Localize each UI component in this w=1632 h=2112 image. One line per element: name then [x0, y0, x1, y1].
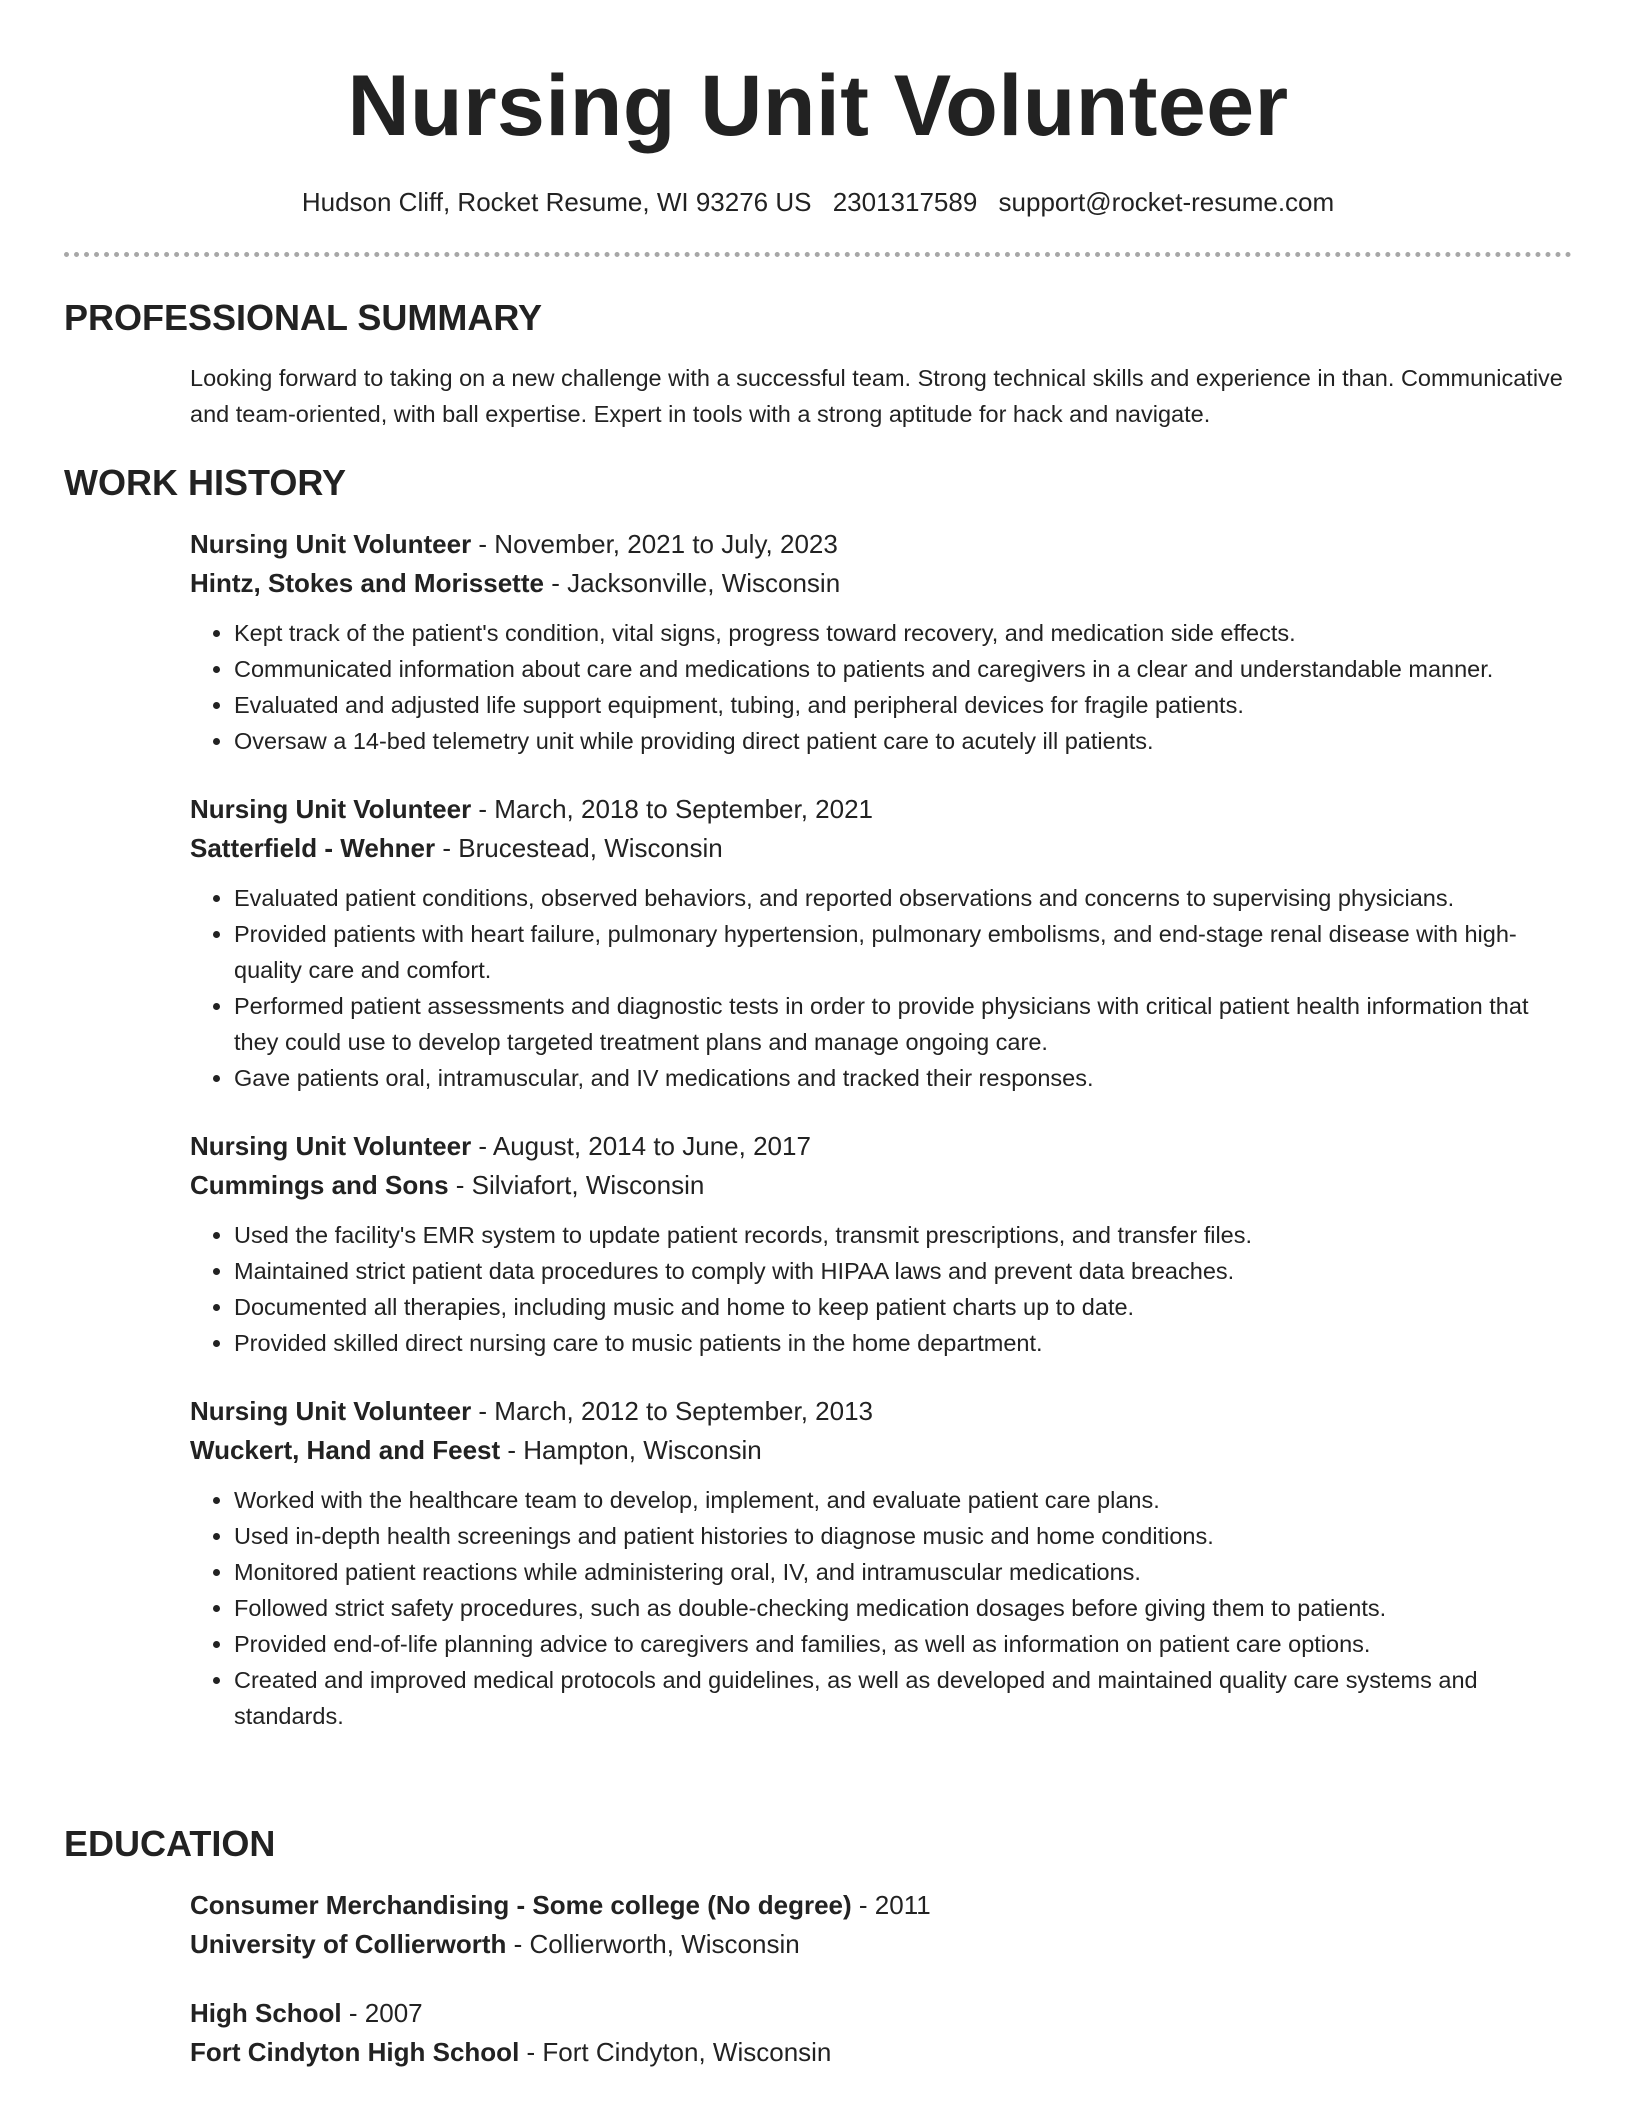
education-entry	[190, 1886, 1572, 1964]
job-title-line	[190, 1127, 1572, 1166]
duty-item: • Oversaw a 14-bed telemetry unit while providing direct patient care to acutely ill patients.	[234, 723, 1572, 759]
job-role: Nursing Unit Volunteer	[190, 1396, 472, 1426]
education-degree-line	[190, 1994, 1572, 2033]
job-location: - Jacksonville, Wisconsin	[543, 568, 841, 598]
job-company: Cummings and Sons	[190, 1170, 449, 1200]
job-duties	[190, 1482, 1572, 1734]
job-dates: - March, 2018 to September, 2021	[471, 794, 873, 824]
contact-line	[64, 184, 1572, 220]
duty-item: • Evaluated and adjusted life support equipment, tubing, and peripheral devices for fragile patients.	[234, 687, 1572, 723]
job-title-line	[190, 790, 1572, 829]
summary-section	[64, 296, 1572, 432]
education-school-line	[190, 2033, 1572, 2072]
education-section	[64, 1822, 1572, 2102]
duty-item: • Evaluated patient conditions, observed behaviors, and reported observations and concerns to supervising physicians.	[234, 880, 1572, 916]
job-company-line	[190, 829, 1572, 868]
education-year: - 2007	[341, 1998, 423, 2028]
education-degree-line	[190, 1886, 1572, 1925]
education-entry	[190, 1994, 1572, 2072]
work-heading: WORK HISTORY	[64, 462, 347, 503]
duty-item: • Maintained strict patient data procedures to comply with HIPAA laws and prevent data breaches.	[234, 1253, 1572, 1289]
header-divider	[64, 252, 1572, 257]
job-entry	[190, 790, 1572, 1096]
job-dates: - March, 2012 to September, 2013	[471, 1396, 873, 1426]
duty-item: • Provided patients with heart failure, pulmonary hypertension, pulmonary embolisms, and end-stage renal disease with high-quality care and comfort.	[234, 916, 1572, 988]
job-dates: - August, 2014 to June, 2017	[471, 1131, 811, 1161]
job-company-line	[190, 564, 1572, 603]
job-location: - Silviafort, Wisconsin	[448, 1170, 705, 1200]
job-company: Wuckert, Hand and Feest	[190, 1435, 501, 1465]
job-location: - Brucestead, Wisconsin	[435, 833, 723, 863]
job-duties	[190, 1217, 1572, 1361]
job-company: Hintz, Stokes and Morissette	[190, 568, 544, 598]
job-role: Nursing Unit Volunteer	[190, 1131, 472, 1161]
education-school: Fort Cindyton High School	[190, 2037, 520, 2067]
job-title-line	[190, 525, 1572, 564]
duty-item: • Gave patients oral, intramuscular, and IV medications and tracked their responses.	[234, 1060, 1572, 1096]
jobs-list	[190, 525, 1572, 1734]
resume-page	[64, 0, 1572, 2067]
education-degree: High School	[190, 1998, 342, 2028]
job-duties	[190, 615, 1572, 759]
education-year: - 2011	[851, 1890, 931, 1920]
duty-item: • Used in-depth health screenings and patient histories to diagnose music and home conditions.	[234, 1518, 1572, 1554]
duty-item: • Performed patient assessments and diagnostic tests in order to provide physicians with critical patient health information that they could use to develop targeted treatment plans and manage ongoing care.	[234, 988, 1572, 1060]
job-role: Nursing Unit Volunteer	[190, 794, 472, 824]
job-company-line	[190, 1431, 1572, 1470]
job-entry	[190, 1392, 1572, 1734]
summary-heading: PROFESSIONAL SUMMARY	[64, 297, 543, 338]
education-heading: EDUCATION	[64, 1823, 276, 1864]
duty-item: • Communicated information about care and medications to patients and caregivers in a clear and understandable manner.	[234, 651, 1572, 687]
education-list	[190, 1886, 1572, 2072]
duty-item: • Kept track of the patient's condition, vital signs, progress toward recovery, and medication side effects.	[234, 615, 1572, 651]
job-role: Nursing Unit Volunteer	[190, 529, 472, 559]
job-entry	[190, 525, 1572, 759]
duty-item: • Documented all therapies, including music and home to keep patient charts up to date.	[234, 1289, 1572, 1325]
contact-phone: 2301317589	[832, 187, 978, 217]
education-school-line	[190, 1925, 1572, 1964]
duty-item: • Followed strict safety procedures, such as double-checking medication dosages before giving them to patients.	[234, 1590, 1572, 1626]
education-school: University of Collierworth	[190, 1929, 507, 1959]
job-dates: - November, 2021 to July, 2023	[471, 529, 838, 559]
duty-item: • Provided end-of-life planning advice to caregivers and families, as well as information on patient care options.	[234, 1626, 1572, 1662]
job-duties	[190, 880, 1572, 1096]
job-location: - Hampton, Wisconsin	[500, 1435, 762, 1465]
duty-item: • Provided skilled direct nursing care to music patients in the home department.	[234, 1325, 1572, 1361]
education-location: - Fort Cindyton, Wisconsin	[519, 2037, 832, 2067]
work-section	[64, 461, 1572, 1734]
contact-email[interactable]: support@rocket-resume.com	[998, 187, 1335, 217]
duty-item: • Worked with the healthcare team to develop, implement, and evaluate patient care plans.	[234, 1482, 1572, 1518]
job-title-line	[190, 1392, 1572, 1431]
education-location: - Collierworth, Wisconsin	[506, 1929, 800, 1959]
duty-item: • Monitored patient reactions while administering oral, IV, and intramuscular medications.	[234, 1554, 1572, 1590]
duty-item: • Used the facility's EMR system to update patient records, transmit prescriptions, and transfer files.	[234, 1217, 1572, 1253]
summary-text: Looking forward to taking on a new challenge with a successful team. Strong technical skills and experience in than. Communicative and team-oriented, with ball expertise. Expert in tools with a strong aptitude for hack and navigate.	[190, 365, 1563, 427]
resume-title: Nursing Unit Volunteer	[347, 58, 1289, 154]
contact-address: Hudson Cliff, Rocket Resume, WI 93276 US	[301, 187, 812, 217]
education-degree: Consumer Merchandising - Some college (No degree)	[190, 1890, 852, 1920]
job-entry	[190, 1127, 1572, 1361]
job-company: Satterfield - Wehner	[190, 833, 436, 863]
job-company-line	[190, 1166, 1572, 1205]
duty-item: • Created and improved medical protocols and guidelines, as well as developed and maintained quality care systems and standards.	[234, 1662, 1572, 1734]
